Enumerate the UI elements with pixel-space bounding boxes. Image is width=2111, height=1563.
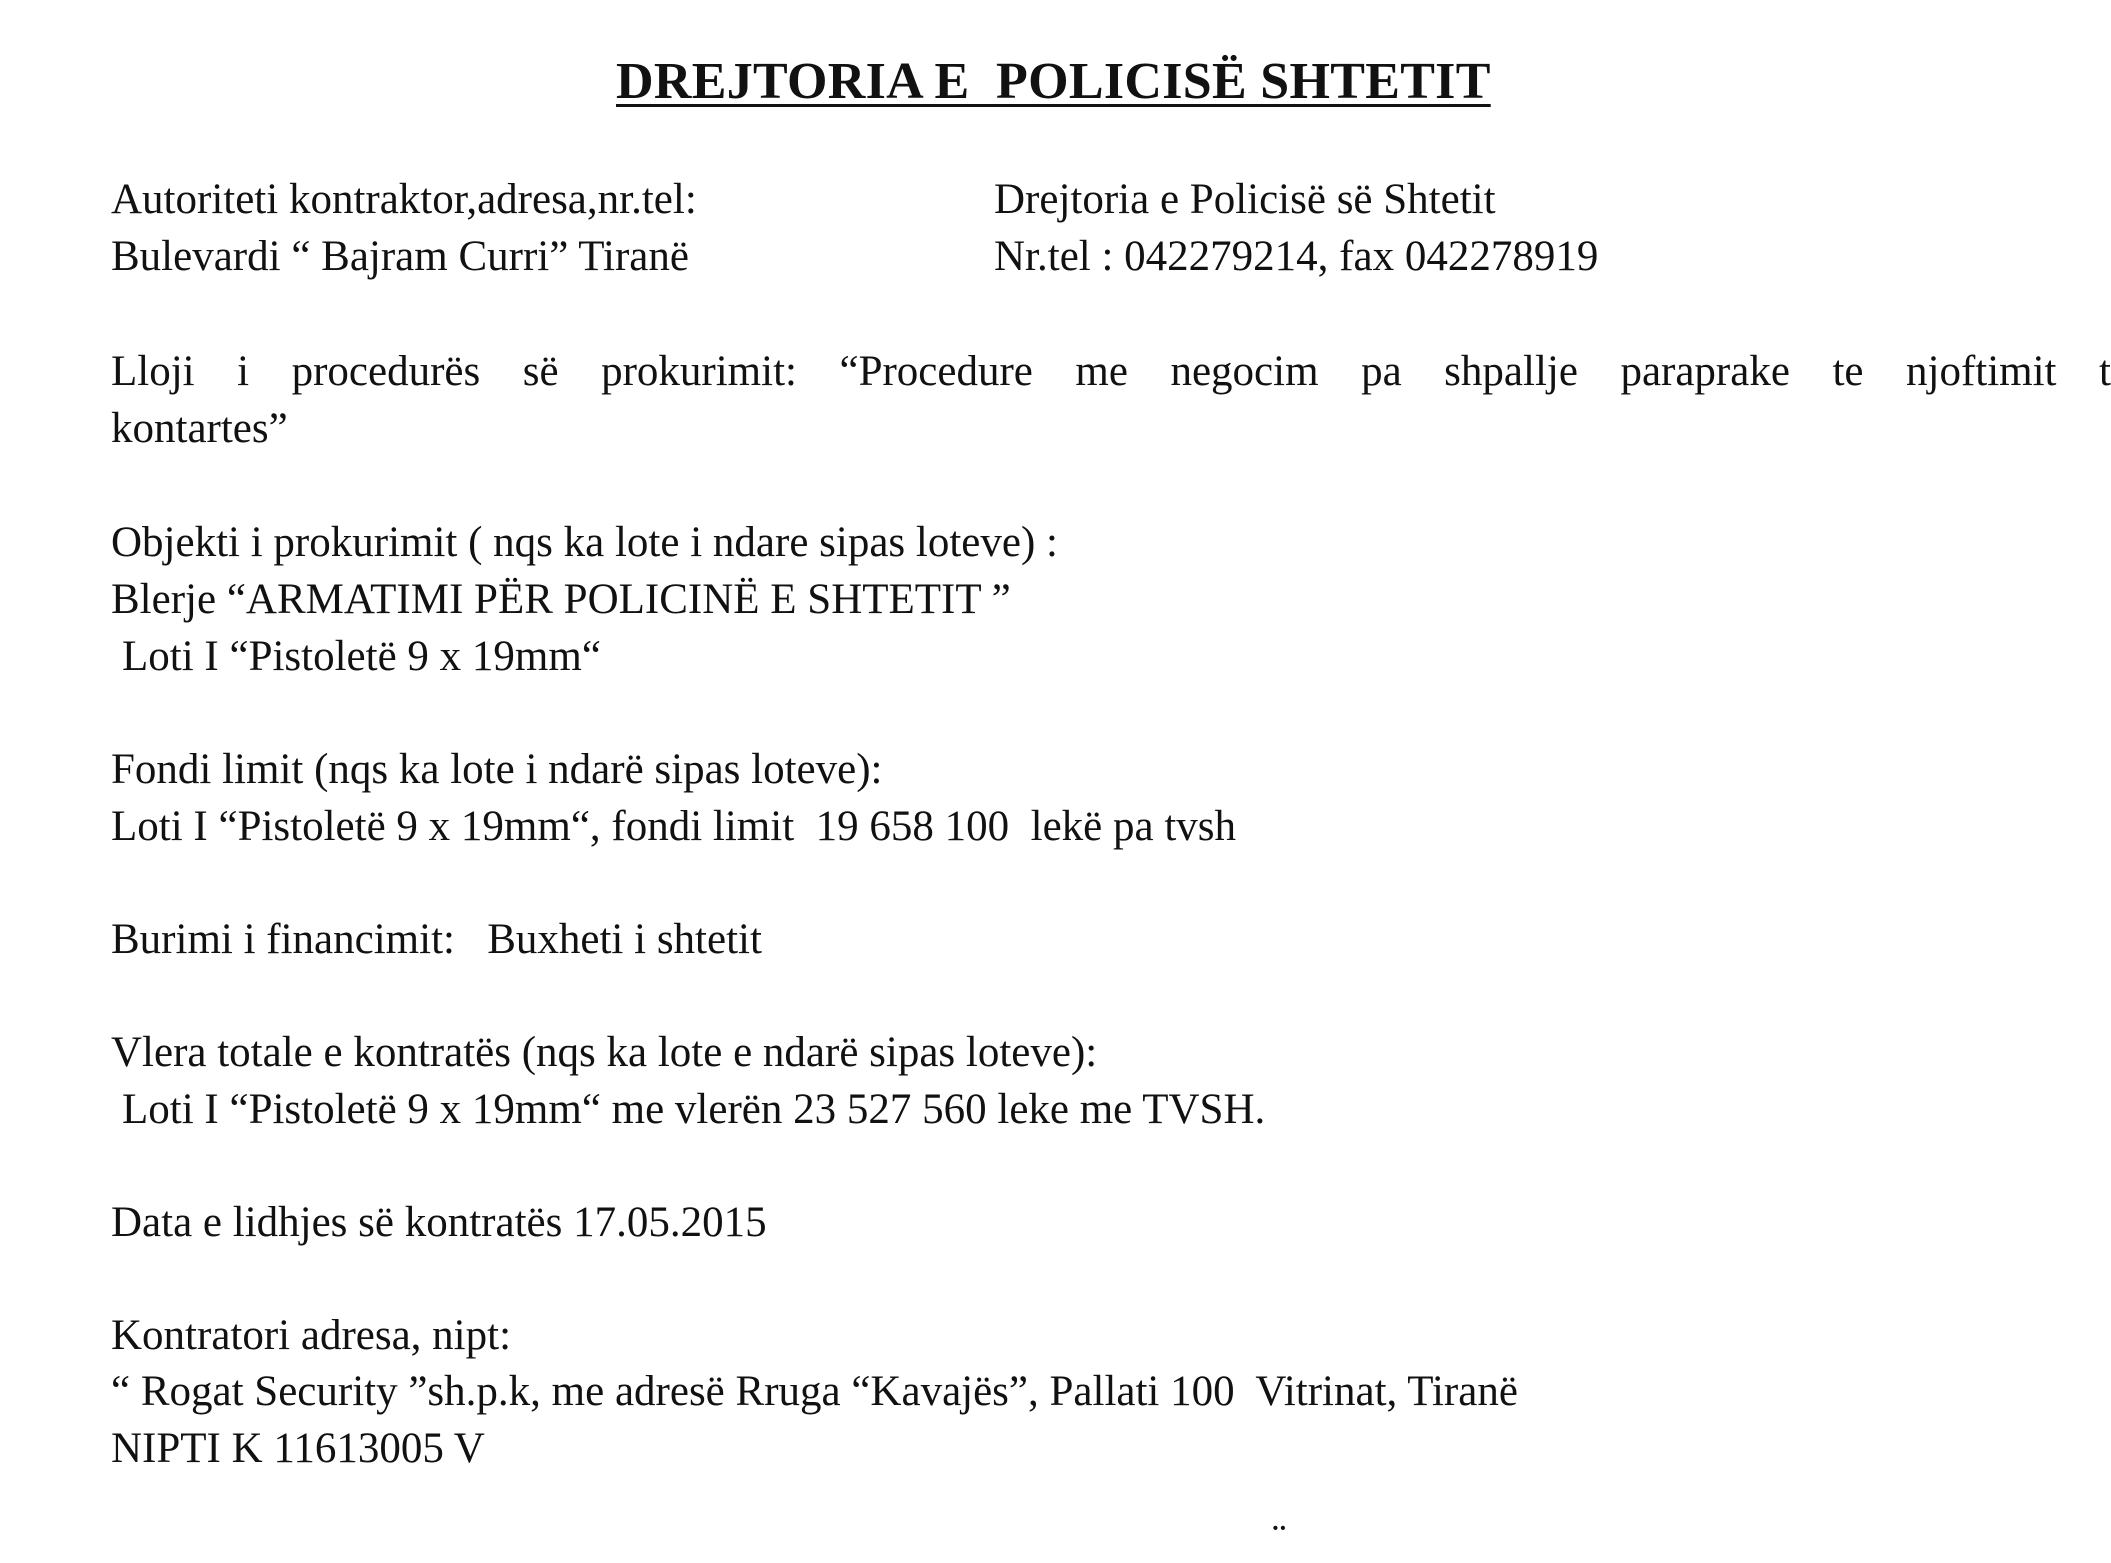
authority-address: Bulevardi “ Bajram Curri” Tiranë xyxy=(111,233,689,280)
procedure-word: shpallje xyxy=(1444,348,1578,395)
contract-date: Data e lidhjes së kontratës 17.05.2015 xyxy=(111,1199,767,1246)
procedure-word: prokurimit: xyxy=(601,348,797,395)
procedure-word: njoftimit xyxy=(1906,348,2057,395)
procedure-word: me xyxy=(1075,348,1128,395)
clipped-diaeresis-mark: ¨ xyxy=(1272,1516,1287,1563)
object-purchase: Blerje “ARMATIMI PËR POLICINË E SHTETIT ” xyxy=(111,576,1011,623)
procedure-word: paraprake xyxy=(1620,348,1790,395)
contractor-nipt: NIPTI K 11613005 V xyxy=(111,1425,485,1472)
object-lot: Loti I “Pistoletë 9 x 19mm“ xyxy=(122,633,601,680)
total-value-label: Vlera totale e kontratës (nqs ka lote e ndarë sipas loteve): xyxy=(111,1029,1098,1076)
procedure-word: procedurës xyxy=(291,348,481,395)
financing-source: Burimi i financimit: Buxheti i shtetit xyxy=(111,916,762,963)
document-title: DREJTORIA E POLICISË SHTETIT xyxy=(616,53,1491,110)
contractor-name-address: “ Rogat Security ”sh.p.k, me adresë Rruga “Kavajës”, Pallati 100 Vitrinat, Tiranë xyxy=(111,1368,1518,1415)
procedure-line-2: kontartes” xyxy=(111,405,288,452)
procedure-word: pa xyxy=(1361,348,1402,395)
procedure-word: së xyxy=(522,348,559,395)
procedure-word: “Procedure xyxy=(839,348,1033,395)
fund-lot: Loti I “Pistoletë 9 x 19mm“, fondi limit 19 658 100 lekë pa tvsh xyxy=(111,803,1237,850)
fund-label: Fondi limit (nqs ka lote i ndarë sipas loteve): xyxy=(111,746,883,793)
procedure-word: t xyxy=(2099,348,2111,395)
procedure-word: i xyxy=(237,348,250,395)
procedure-word: negocim xyxy=(1170,348,1319,395)
procedure-word: Lloji xyxy=(111,348,195,395)
contractor-label: Kontratori adresa, nipt: xyxy=(111,1312,512,1359)
total-value-lot: Loti I “Pistoletë 9 x 19mm“ me vlerën 23 527 560 leke me TVSH. xyxy=(122,1086,1266,1133)
object-label: Objekti i prokurimit ( nqs ka lote i ndare sipas loteve) : xyxy=(111,519,1058,566)
authority-name: Drejtoria e Policisë së Shtetit xyxy=(994,176,1496,223)
authority-label: Autoriteti kontraktor,adresa,nr.tel: xyxy=(111,176,697,223)
procedure-line-1 xyxy=(111,346,2111,398)
authority-phone: Nr.tel : 042279214, fax 042278919 xyxy=(994,233,1599,280)
procedure-word: te xyxy=(1832,348,1864,395)
